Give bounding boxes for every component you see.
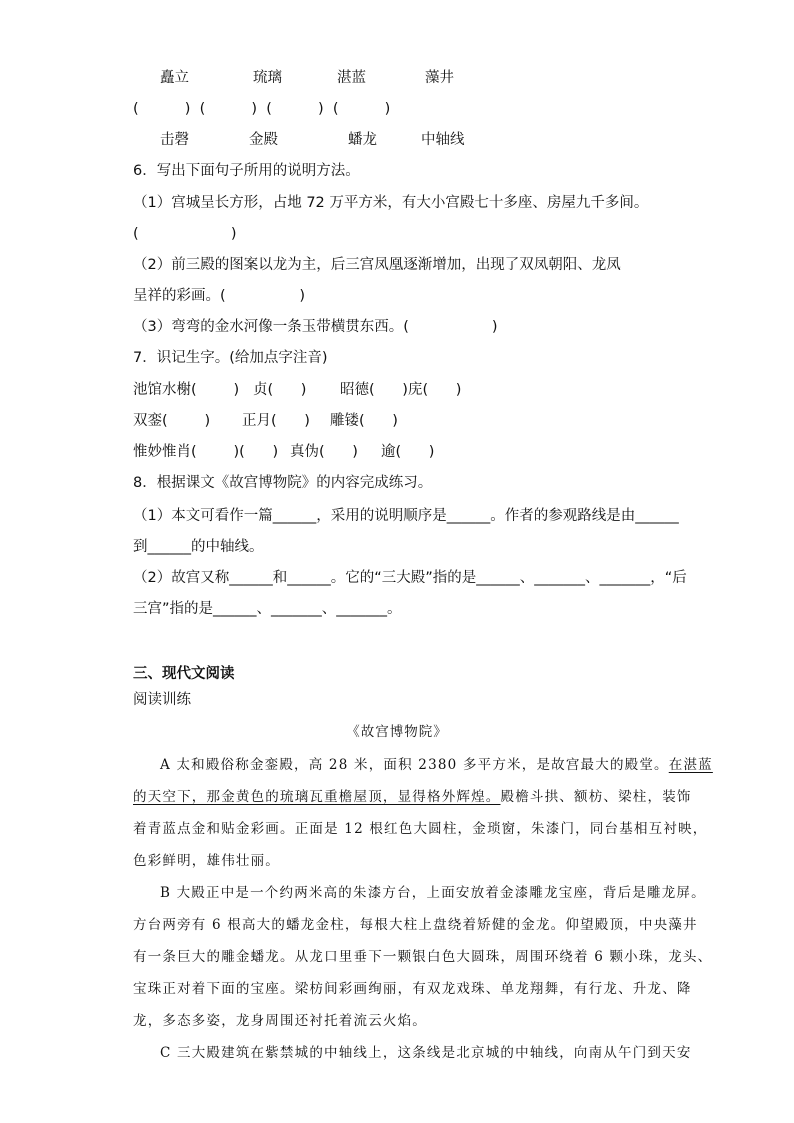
q5-blanks: ( ) ( ) ( ) ( ) (133, 101, 391, 117)
section-heading: 三、现代文阅读 (133, 666, 235, 682)
q7-item-3: 昭德( )庑( ) (340, 382, 462, 398)
para-a-line-3: 着青蓝点金和贴金彩画。正面是 12 根红色大圆柱，金琐窗，朱漆门，同台基相互衬映， (133, 821, 708, 837)
q5-word-4: 藻井 (425, 70, 454, 86)
q5-word-7: 蟠龙 (348, 132, 377, 148)
para-a-line-2: 的天空下，那金黄色的琉璃瓦重檐屋顶，显得格外辉煌。殿檐斗拱、额枋、梁柱，装饰 (133, 789, 692, 805)
q6-title: 6．写出下面句子所用的说明方法。 (133, 163, 360, 179)
q5-word-6: 金殿 (249, 132, 278, 148)
q6-blank-1: ( ) (133, 226, 237, 242)
para-a-line-4: 色彩鲜明，雄伟壮丽。 (133, 853, 280, 869)
q7-item-8: 真伪( ) (290, 444, 358, 460)
q7-item-9: 逾( ) (381, 444, 435, 460)
q8-sentence-1a: （1）本文可看作一篇______，采用的说明顺序是______。作者的参观路线是由______ (133, 508, 679, 524)
para-b-line-1: B 大殿正中是一个约两米高的朱漆方台，上面安放着金漆雕龙宝座，背后是雕龙屏。 (160, 885, 706, 901)
para-b-line-5: 龙，多态多姿，龙身周围还衬托着流云火焰。 (133, 1013, 427, 1029)
para-a-line-1: A 太和殿俗称金銮殿，高 28 米，面积 2380 多平方米，是故宫最大的殿堂。在湛蓝 (160, 757, 713, 773)
para-a-underlined-2: 的天空下，那金黄色的琉璃瓦重檐屋顶，显得格外辉煌。 (133, 789, 501, 805)
q7-item-1: 池馆水榭( ) (133, 382, 240, 398)
para-c-line-1: C 三大殿建筑在紫禁城的中轴线上，这条线是北京城的中轴线，向南从午门到天安 (160, 1045, 692, 1061)
q5-word-2: 琉璃 (253, 70, 282, 86)
q8-title: 8．根据课文《故宫博物院》的内容完成练习。 (133, 475, 433, 491)
q5-word-8: 中轴线 (421, 132, 465, 148)
q6-sentence-1: （1）宫城呈长方形，占地 72 万平方米，有大小宫殿七十多座、房屋九千多间。 (133, 195, 649, 211)
q5-word-5: 击磬 (160, 132, 189, 148)
para-b-line-3: 有一条巨大的雕金蟠龙。从龙口里垂下一颗银白色大圆珠，周围环绕着 6 颗小珠，龙头、 (133, 949, 713, 965)
q5-word-1: 矗立 (160, 70, 189, 86)
section-subheading: 阅读训练 (133, 692, 191, 708)
para-b-line-4: 宝珠正对着下面的宝座。梁枋间彩画绚丽，有双龙戏珠、单龙翔舞，有行龙、升龙、降 (133, 981, 692, 997)
q6-sentence-3: （3）弯弯的金水河像一条玉带横贯东西。( ) (133, 319, 498, 335)
q7-item-7: 惟妙惟肖( )( ) (133, 444, 279, 460)
q7-item-5: 正月( ) (242, 413, 310, 429)
q5-word-3: 湛蓝 (337, 70, 366, 86)
q8-sentence-2a: （2）故宫又称______和______。它的“三大殿”指的是______、_______、_______，“后 (133, 570, 687, 586)
q8-sentence-1b: 到______的中轴线。 (133, 539, 264, 555)
para-a-underlined-1: 在湛蓝 (668, 757, 713, 773)
q7-item-4: 双銮( ) (133, 413, 211, 429)
q7-title: 7．识记生字。(给加点字注音) (133, 350, 328, 366)
q7-item-6: 雕镂( ) (330, 413, 398, 429)
q7-item-2: 贞( ) (253, 382, 307, 398)
q6-sentence-2a: （2）前三殿的图案以龙为主，后三宫凤凰逐渐增加，出现了双凤朝阳、龙凤 (133, 257, 621, 273)
q6-sentence-2b: 呈祥的彩画。( ) (133, 288, 306, 304)
passage-title: 《故宫博物院》 (346, 724, 448, 740)
q8-sentence-2b: 三宫”指的是______、_______、_______。 (133, 601, 402, 617)
para-b-line-2: 方台两旁有 6 根高大的蟠龙金柱，每根大柱上盘绕着矫健的金龙。仰望殿顶，中央藻井 (133, 917, 698, 933)
